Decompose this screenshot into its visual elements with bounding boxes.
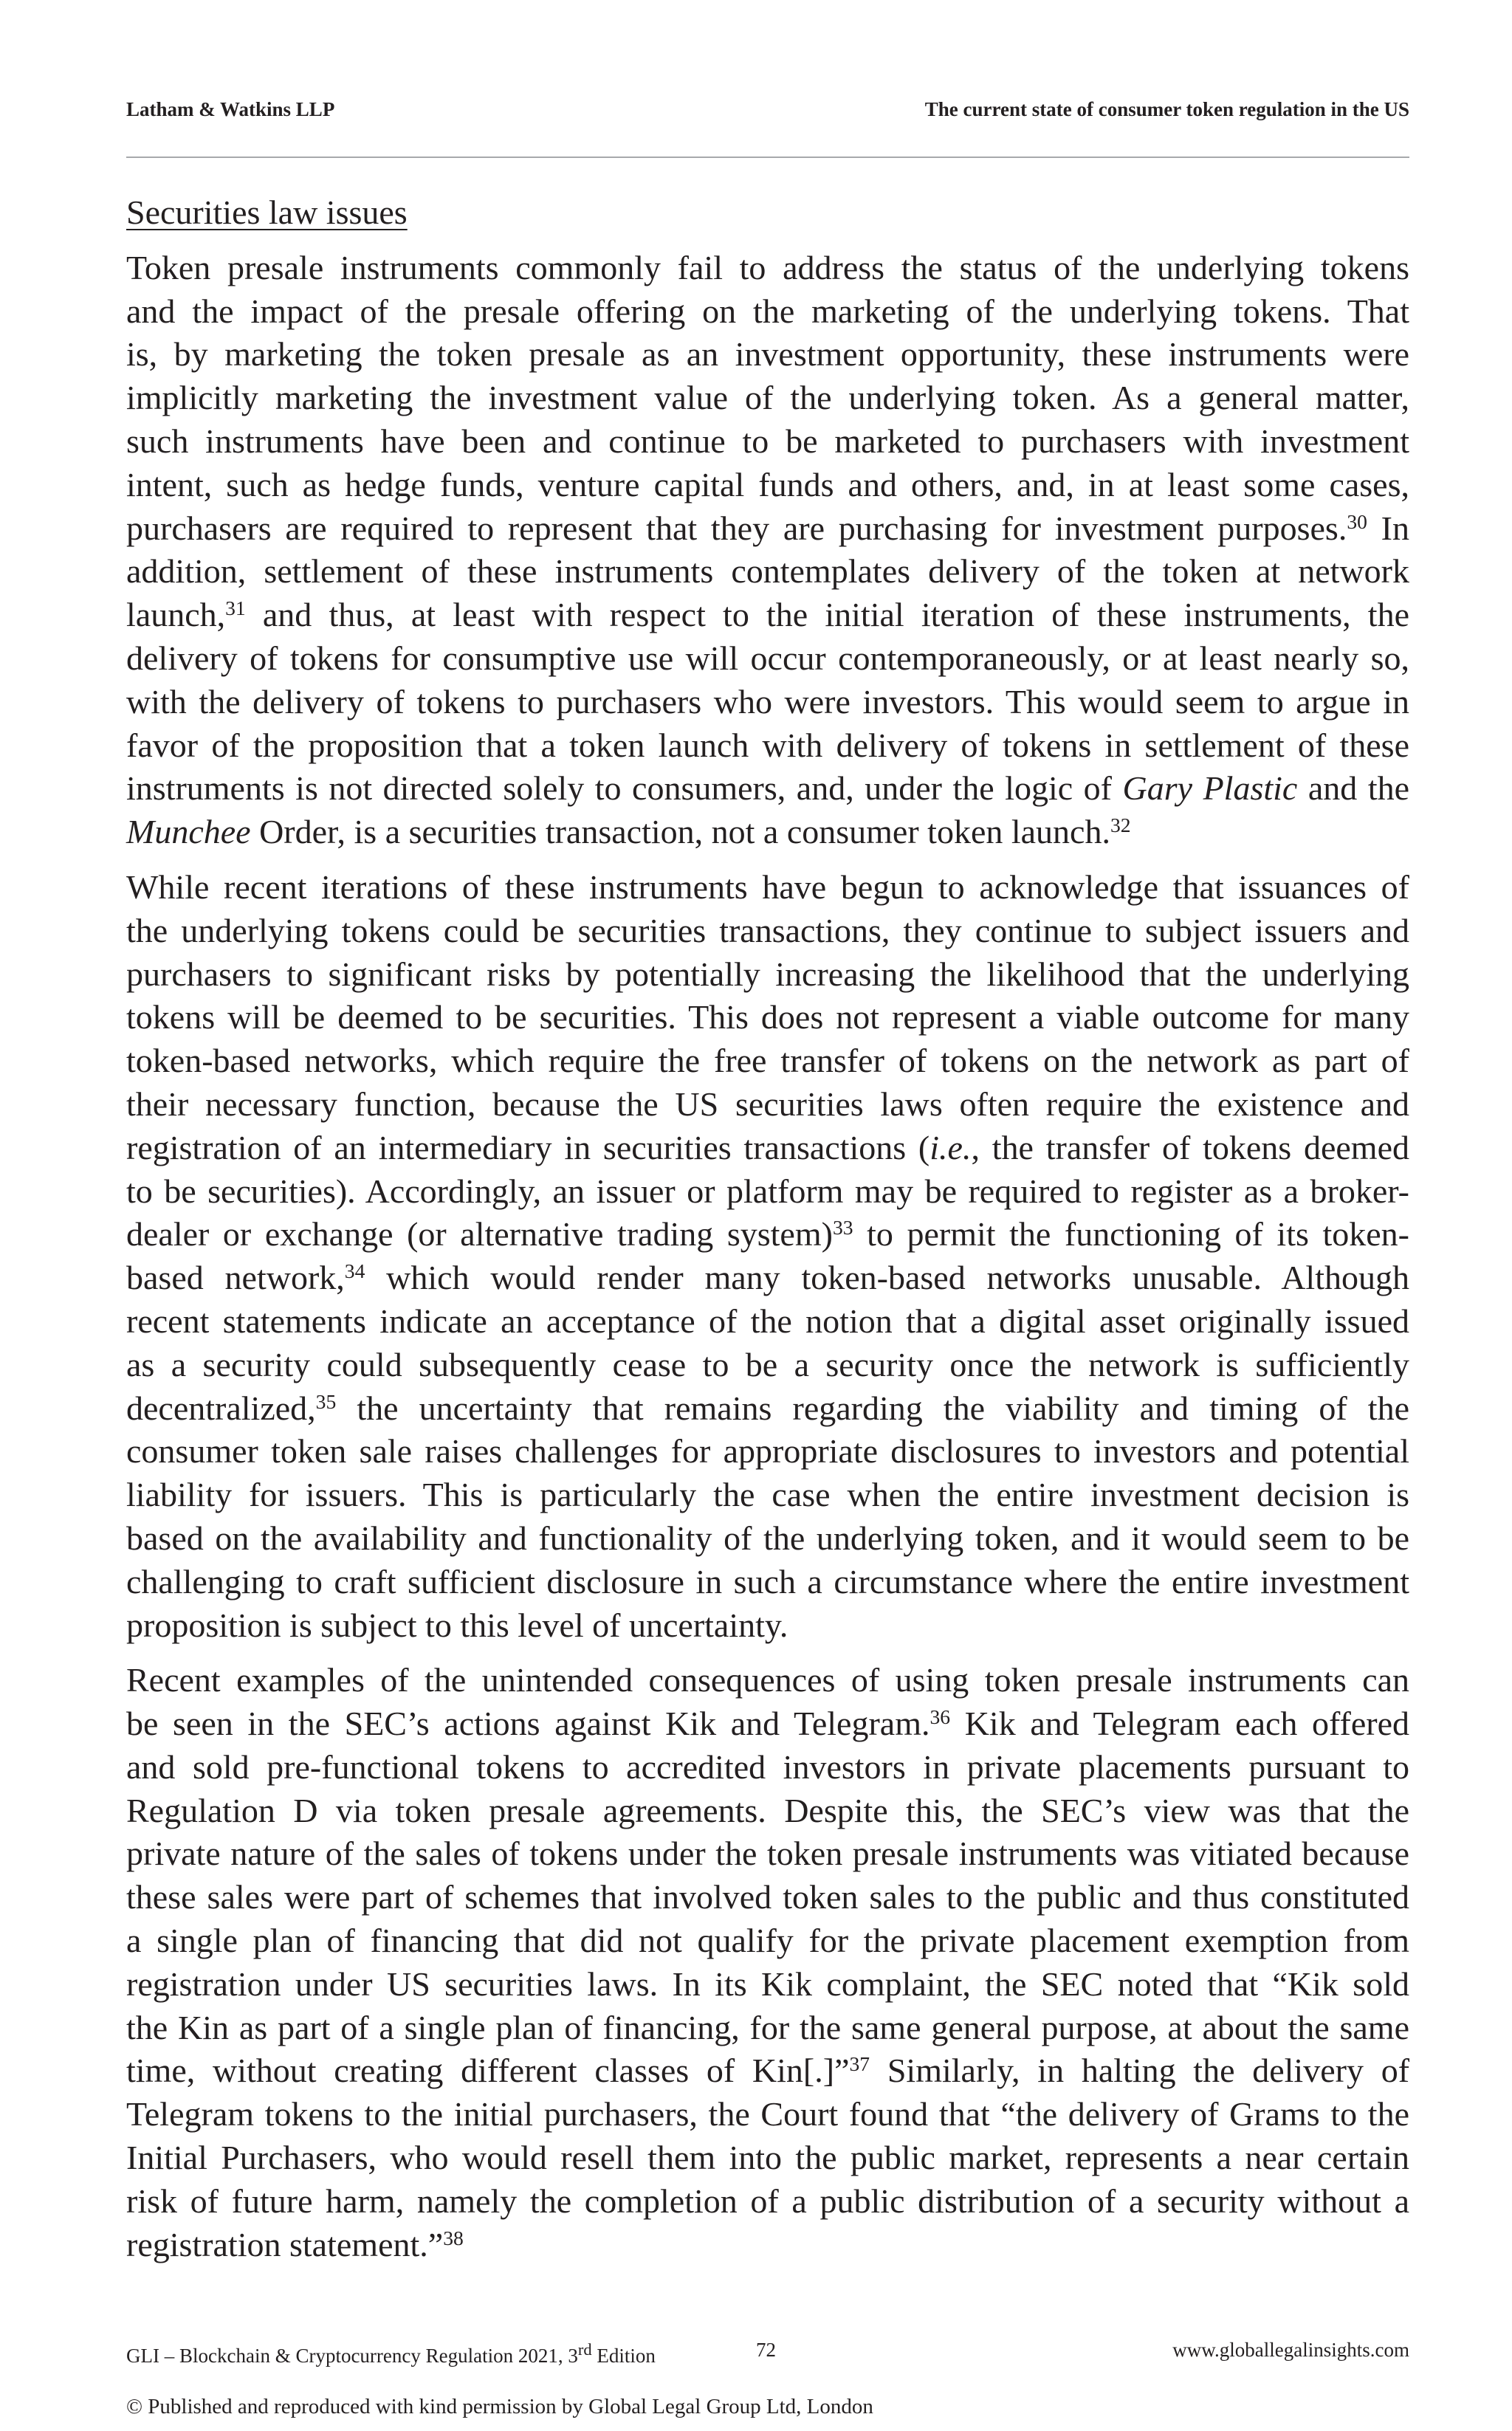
italic-text: i.e.: [929, 1128, 972, 1166]
text-line: such instruments have been and continue to be marketed to purchasers with investment: [126, 422, 1409, 460]
text-line: challenging to craft sufficient disclosure in such a circumstance where the entire investment: [126, 1562, 1409, 1600]
running-header: [126, 94, 1409, 124]
paragraph: [126, 1659, 1409, 2266]
text-line: purchasers to significant risks by potentially increasing the likelihood that the underlying: [126, 955, 1409, 993]
header-rule: [126, 157, 1409, 158]
text-line: Munchee Order, is a securities transaction, not a consumer token launch.$^{32}$: [126, 813, 1131, 851]
section-heading: Securities law issues: [126, 193, 408, 231]
italic-text: Gary Plastic: [1122, 769, 1298, 808]
text-line: Telegram tokens to the initial purchasers, the Court found that “the delivery of Grams to the: [126, 2095, 1409, 2133]
copyright-notice: © Published and reproduced with kind permission by Global Legal Group Ltd, London: [126, 2395, 873, 2418]
footer-edition-label: Edition: [597, 2345, 656, 2367]
text-line: Token presale instruments commonly fail to address the status of the underlying tokens: [126, 248, 1409, 286]
text-line: based on the availability and functionality of the underlying token, and it would seem to be: [126, 1519, 1409, 1557]
text-line: intent, such as hedge funds, venture capital funds and others, and, in at least some cases,: [126, 465, 1409, 503]
text-line: risk of future harm, namely the completion of a public distribution of a security without a: [126, 2181, 1409, 2220]
text-line: and the impact of the presale offering on the marketing of the underlying tokens. That: [126, 292, 1409, 330]
italic-text: Munchee: [126, 813, 251, 851]
text-line: token-based networks, which require the free transfer of tokens on the network as part of: [126, 1042, 1409, 1080]
text-line: Regulation D via token presale agreements. Despite this, the SEC’s view was that the: [126, 1791, 1409, 1829]
text-line: consumer token sale raises challenges for appropriate disclosures to investors and potential: [126, 1432, 1409, 1471]
text-line: addition, settlement of these instruments contemplates delivery of the token at network: [126, 552, 1409, 591]
text-line: be seen in the SEC’s actions against Kik and Telegram.$^{36}$ Kik and Telegram each offered: [126, 1705, 1410, 1743]
text-line: based network,$^{34}$ which would render many token-based networks unusable. Although: [126, 1259, 1409, 1297]
text-line: registration of an intermediary in securities transactions (i.e., the transfer of tokens deemed: [126, 1128, 1409, 1166]
text-line: private nature of the sales of tokens under the token presale instruments was vitiated because: [126, 1835, 1409, 1873]
text-line: dealer or exchange (or alternative trading system)$^{33}$ to permit the functioning of its token-: [126, 1215, 1409, 1254]
text-line: instruments is not directed solely to consumers, and, under the logic of Gary Plastic and the: [126, 769, 1410, 808]
text-line: purchasers are required to represent that they are purchasing for investment purposes.$^{30}$ In: [126, 509, 1410, 547]
footnote-reference: 30: [1347, 509, 1367, 533]
text-line: time, without creating different classes of Kin[.]”$^{37}$ Similarly, in halting the delivery of: [126, 2052, 1410, 2090]
text-line: registration under US securities laws. In its Kik complaint, the SEC noted that “Kik sold: [126, 1964, 1409, 2003]
footer-edition-ordinal: rd: [577, 2340, 592, 2359]
footnote-reference: 37: [849, 2052, 870, 2076]
text-line: these sales were part of schemes that involved token sales to the public and thus constituted: [126, 1878, 1409, 1916]
body-text: [126, 247, 1409, 2267]
text-line: the underlying tokens could be securities transactions, they continue to subject issuers and: [126, 911, 1409, 949]
text-line: tokens will be deemed to be securities. This does not represent a viable outcome for many: [126, 998, 1409, 1036]
text-line: with the delivery of tokens to purchasers who were investors. This would seem to argue in: [126, 682, 1409, 721]
text-line: a single plan of financing that did not qualify for the private placement exemption from: [126, 1922, 1409, 1960]
footnote-reference: 32: [1110, 813, 1131, 836]
header-firm-name: Latham & Watkins LLP: [126, 98, 335, 120]
text-line: and sold pre-functional tokens to accredited investors in private placements pursuant to: [126, 1747, 1409, 1786]
footer-edition-number: 3: [568, 2345, 578, 2367]
text-line: implicitly marketing the investment value of the underlying token. As a general matter,: [126, 379, 1409, 417]
paragraph: [126, 866, 1409, 1647]
footnote-reference: 35: [315, 1389, 337, 1413]
footnote-reference: 38: [443, 2226, 464, 2249]
text-line: their necessary function, because the US securities laws often require the existence and: [126, 1084, 1409, 1123]
text-line: launch,$^{31}$ and thus, at least with respect to the initial iteration of these instruments, the: [126, 596, 1409, 634]
main-content: [126, 191, 1409, 2278]
text-line: liability for issuers. This is particularly the case when the entire investment decision is: [126, 1476, 1409, 1514]
footer-website: www.globallegalinsights.com: [1172, 2339, 1409, 2361]
running-footer: [126, 2337, 1409, 2367]
text-line: the Kin as part of a single plan of financing, for the same general purpose, at about the same: [126, 2008, 1409, 2046]
text-line: Initial Purchasers, who would resell them into the public market, represents a near certain: [126, 2139, 1409, 2177]
footnote-reference: 31: [225, 596, 246, 619]
footnote-reference: 33: [832, 1216, 853, 1239]
footer-publication: GLI – Blockchain & Cryptocurrency Regulation 2021,: [126, 2345, 563, 2367]
text-line: is, by marketing the token presale as an investment opportunity, these instruments were: [126, 335, 1409, 374]
paragraph: [126, 247, 1409, 854]
text-line: registration statement.”$^{38}$: [126, 2225, 464, 2263]
text-line: favor of the proposition that a token launch with delivery of tokens in settlement of these: [126, 726, 1409, 764]
footnote-reference: 34: [344, 1259, 365, 1282]
text-line: proposition is subject to this level of uncertainty.: [126, 1606, 788, 1644]
page-number: 72: [756, 2339, 776, 2361]
text-line: as a security could subsequently cease to be a security once the network is sufficiently: [126, 1345, 1409, 1383]
text-line: recent statements indicate an acceptance of the notion that a digital asset originally issued: [126, 1302, 1409, 1340]
text-line: delivery of tokens for consumptive use will occur contemporaneously, or at least nearly so,: [126, 639, 1409, 677]
text-line: While recent iterations of these instruments have begun to acknowledge that issuances of: [126, 867, 1409, 906]
footer-publication-info: [126, 2337, 656, 2369]
text-line: decentralized,$^{35}$ the uncertainty that remains regarding the viability and timing of the: [126, 1389, 1409, 1427]
text-line: Recent examples of the unintended consequences of using token presale instruments can: [126, 1661, 1409, 1699]
header-chapter-title: The current state of consumer token regulation in the US: [924, 98, 1409, 120]
footnote-reference: 36: [929, 1705, 951, 1728]
text-line: to be securities). Accordingly, an issuer or platform may be required to register as a broker-: [126, 1172, 1409, 1210]
